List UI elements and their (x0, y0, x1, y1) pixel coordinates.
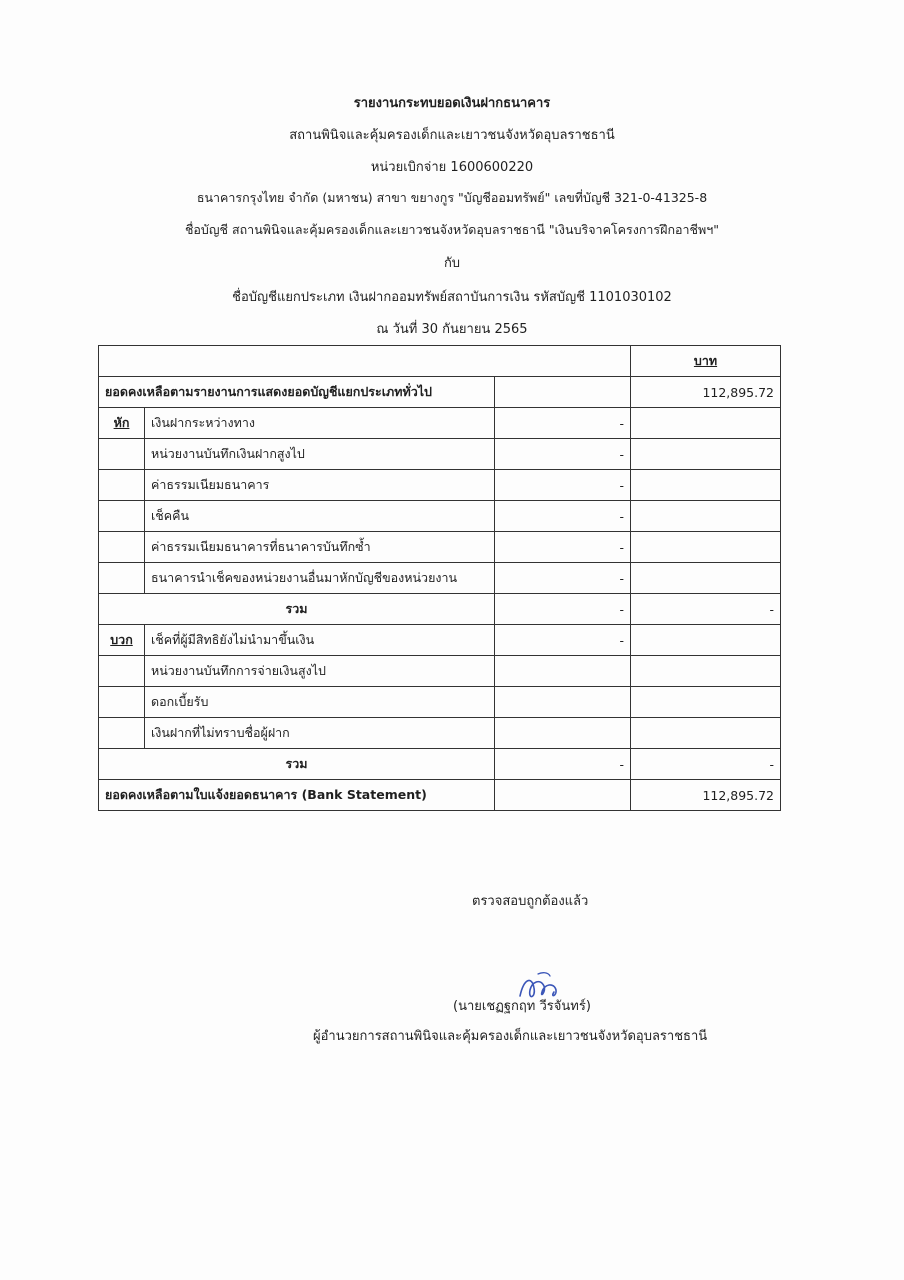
reconciliation-table (98, 345, 781, 811)
with-label: กับ (443, 256, 461, 271)
signer-name: (นายเชฏฐกฤท วีรจันทร์) (453, 999, 591, 1014)
deduct-item-amount: - (495, 470, 631, 501)
add-item-amount (495, 656, 631, 687)
table-row (99, 594, 781, 625)
deduct-item-amount: - (495, 563, 631, 594)
disbursement-unit: หน่วยเบิกจ่าย 1600600220 (370, 160, 534, 175)
bank-account-line: ธนาคารกรุงไทย จำกัด (มหาชน) สาขา ขยางกูร "บัญชีออมทรัพย์" เลขที่บัญชี 321-0-41325-8 (196, 190, 708, 205)
deduct-item-amount: - (495, 408, 631, 439)
unit-label: บาท (631, 346, 781, 377)
deduct-item-label: ค่าธรรมเนียมธนาคารที่ธนาคารบันทึกซ้ำ (145, 532, 495, 563)
table-row (99, 656, 781, 687)
deduct-item-label: หน่วยงานบันทึกเงินฝากสูงไป (145, 439, 495, 470)
opening-balance-label: ยอดคงเหลือตามรายงานการแสดงยอดบัญชีแยกประเภททั่วไป (99, 377, 495, 408)
table-row (99, 532, 781, 563)
agency-name: สถานพินิจและคุ้มครองเด็กและเยาวชนจังหวัดอุบลราชธานี (289, 128, 615, 143)
add-item-label: เงินฝากที่ไม่ทราบชื่อผู้ฝาก (145, 718, 495, 749)
deduct-total-amount: - (495, 594, 631, 625)
table-row (99, 780, 781, 811)
table-row (99, 346, 781, 377)
add-item-label: หน่วยงานบันทึกการจ่ายเงินสูงไป (145, 656, 495, 687)
table-row (99, 563, 781, 594)
ledger-account-line: ชื่อบัญชีแยกประเภท เงินฝากออมทรัพย์สถาบันการเงิน รหัสบัญชี 1101030102 (232, 290, 672, 305)
deduct-item-label: เช็คคืน (145, 501, 495, 532)
table-row (99, 408, 781, 439)
add-total-value: - (631, 749, 781, 780)
table-row (99, 501, 781, 532)
as-of-date: ณ วันที่ 30 กันยายน 2565 (376, 322, 528, 337)
deduct-total-value: - (631, 594, 781, 625)
deduct-label: หัก (99, 408, 145, 439)
header-blank-cell (99, 346, 631, 377)
add-item-amount (495, 718, 631, 749)
add-item-amount (495, 687, 631, 718)
add-total-amount: - (495, 749, 631, 780)
add-item-label: ดอกเบี้ยรับ (145, 687, 495, 718)
deduct-total-label: รวม (99, 594, 495, 625)
deduct-item-label: เงินฝากระหว่างทาง (145, 408, 495, 439)
closing-balance-label: ยอดคงเหลือตามใบแจ้งยอดธนาคาร (Bank Statement) (99, 780, 495, 811)
table-row (99, 687, 781, 718)
deduct-item-amount: - (495, 532, 631, 563)
signer-position: ผู้อำนวยการสถานพินิจและคุ้มครองเด็กและเยาวชนจังหวัดอุบลราชธานี (313, 1029, 708, 1044)
report-title: รายงานกระทบยอดเงินฝากธนาคาร (353, 96, 551, 111)
deduct-item-label: ธนาคารนำเช็คของหน่วยงานอื่นมาหักบัญชีของหน่วยงาน (145, 563, 495, 594)
table-row (99, 625, 781, 656)
table-row (99, 470, 781, 501)
table-row (99, 749, 781, 780)
opening-balance-value: 112,895.72 (631, 377, 781, 408)
add-item-label: เช็คที่ผู้มีสิทธิยังไม่นำมาขึ้นเงิน (145, 625, 495, 656)
closing-balance-value: 112,895.72 (631, 780, 781, 811)
table-row (99, 718, 781, 749)
deduct-item-amount: - (495, 501, 631, 532)
add-label: บวก (99, 625, 145, 656)
account-name-line: ชื่อบัญชี สถานพินิจและคุ้มครองเด็กและเยาวชนจังหวัดอุบลราชธานี "เงินบริจาคโครงการฝึกอาชีพฯ" (184, 222, 720, 237)
table-row (99, 377, 781, 408)
add-total-label: รวม (99, 749, 495, 780)
verified-text: ตรวจสอบถูกต้องแล้ว (472, 894, 589, 909)
deduct-item-amount: - (495, 439, 631, 470)
table-row (99, 439, 781, 470)
add-item-amount: - (495, 625, 631, 656)
deduct-item-label: ค่าธรรมเนียมธนาคาร (145, 470, 495, 501)
